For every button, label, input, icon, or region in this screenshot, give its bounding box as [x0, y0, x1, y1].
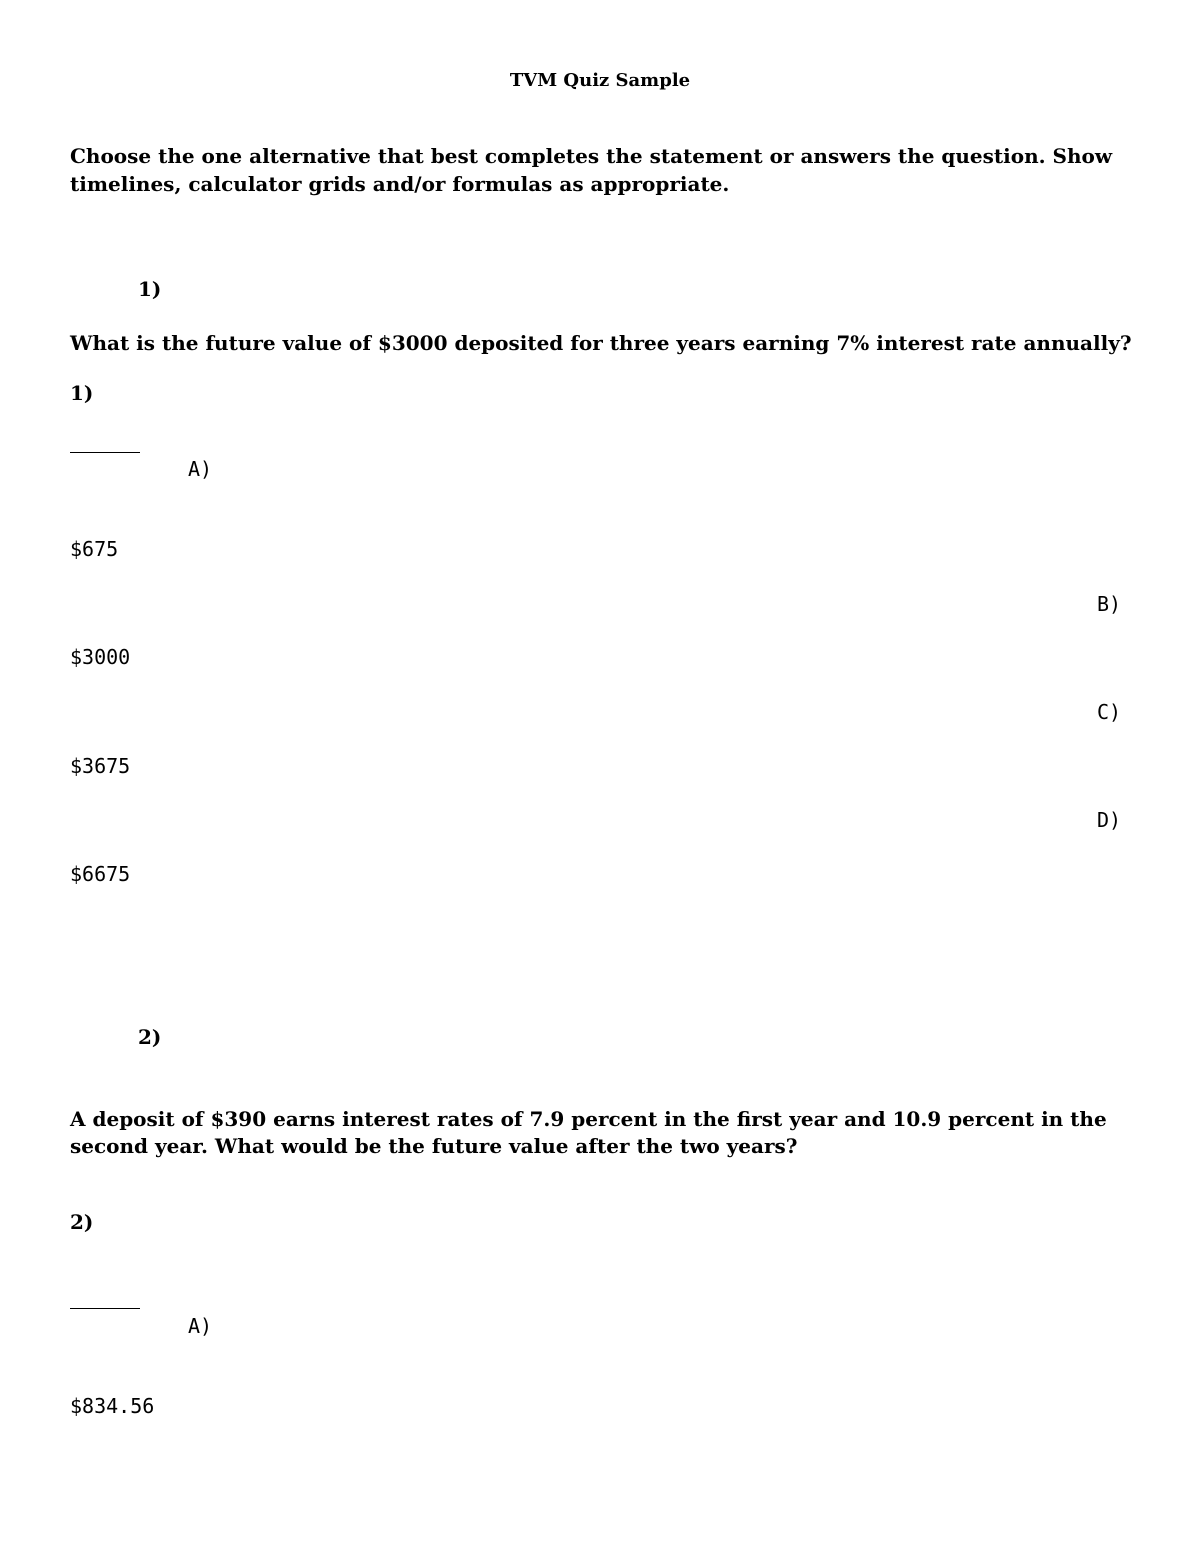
q1-option-d-label: D): [1097, 808, 1122, 832]
q1-option-d-value: $6675: [70, 862, 131, 886]
question-2-number-indented: 2): [138, 1025, 162, 1049]
question-1-number-margin: 1): [70, 381, 94, 405]
q1-option-c-value: $3675: [70, 754, 131, 778]
q1-option-b-label: B): [1097, 592, 1122, 616]
q1-option-a-label: A): [188, 457, 213, 481]
question-1-text: What is the future value of $3000 deposited for three years earning 7% interest rate annually?: [70, 331, 1132, 355]
document-title: TVM Quiz Sample: [509, 70, 691, 91]
answer-blank-1[interactable]: [70, 452, 140, 453]
question-2-number-margin: 2): [70, 1210, 94, 1234]
question-1-number-indented: 1): [138, 277, 162, 301]
q1-option-b-value: $3000: [70, 645, 131, 669]
q1-option-c-label: C): [1097, 700, 1122, 724]
question-2-text: A deposit of $390 earns interest rates of 7.9 percent in the first year and 10.9 percent in the second year. What would be the future value after the two years?: [70, 1107, 1107, 1158]
instructions: Choose the one alternative that best completes the statement or answers the question. Show timelines, calculator grids and/or formulas as appropriate.: [70, 144, 1113, 196]
answer-blank-2[interactable]: [70, 1308, 140, 1309]
q2-option-a-value: $834.56: [70, 1394, 155, 1418]
q1-option-a-value: $675: [70, 537, 119, 561]
q2-option-a-label: A): [188, 1314, 213, 1338]
